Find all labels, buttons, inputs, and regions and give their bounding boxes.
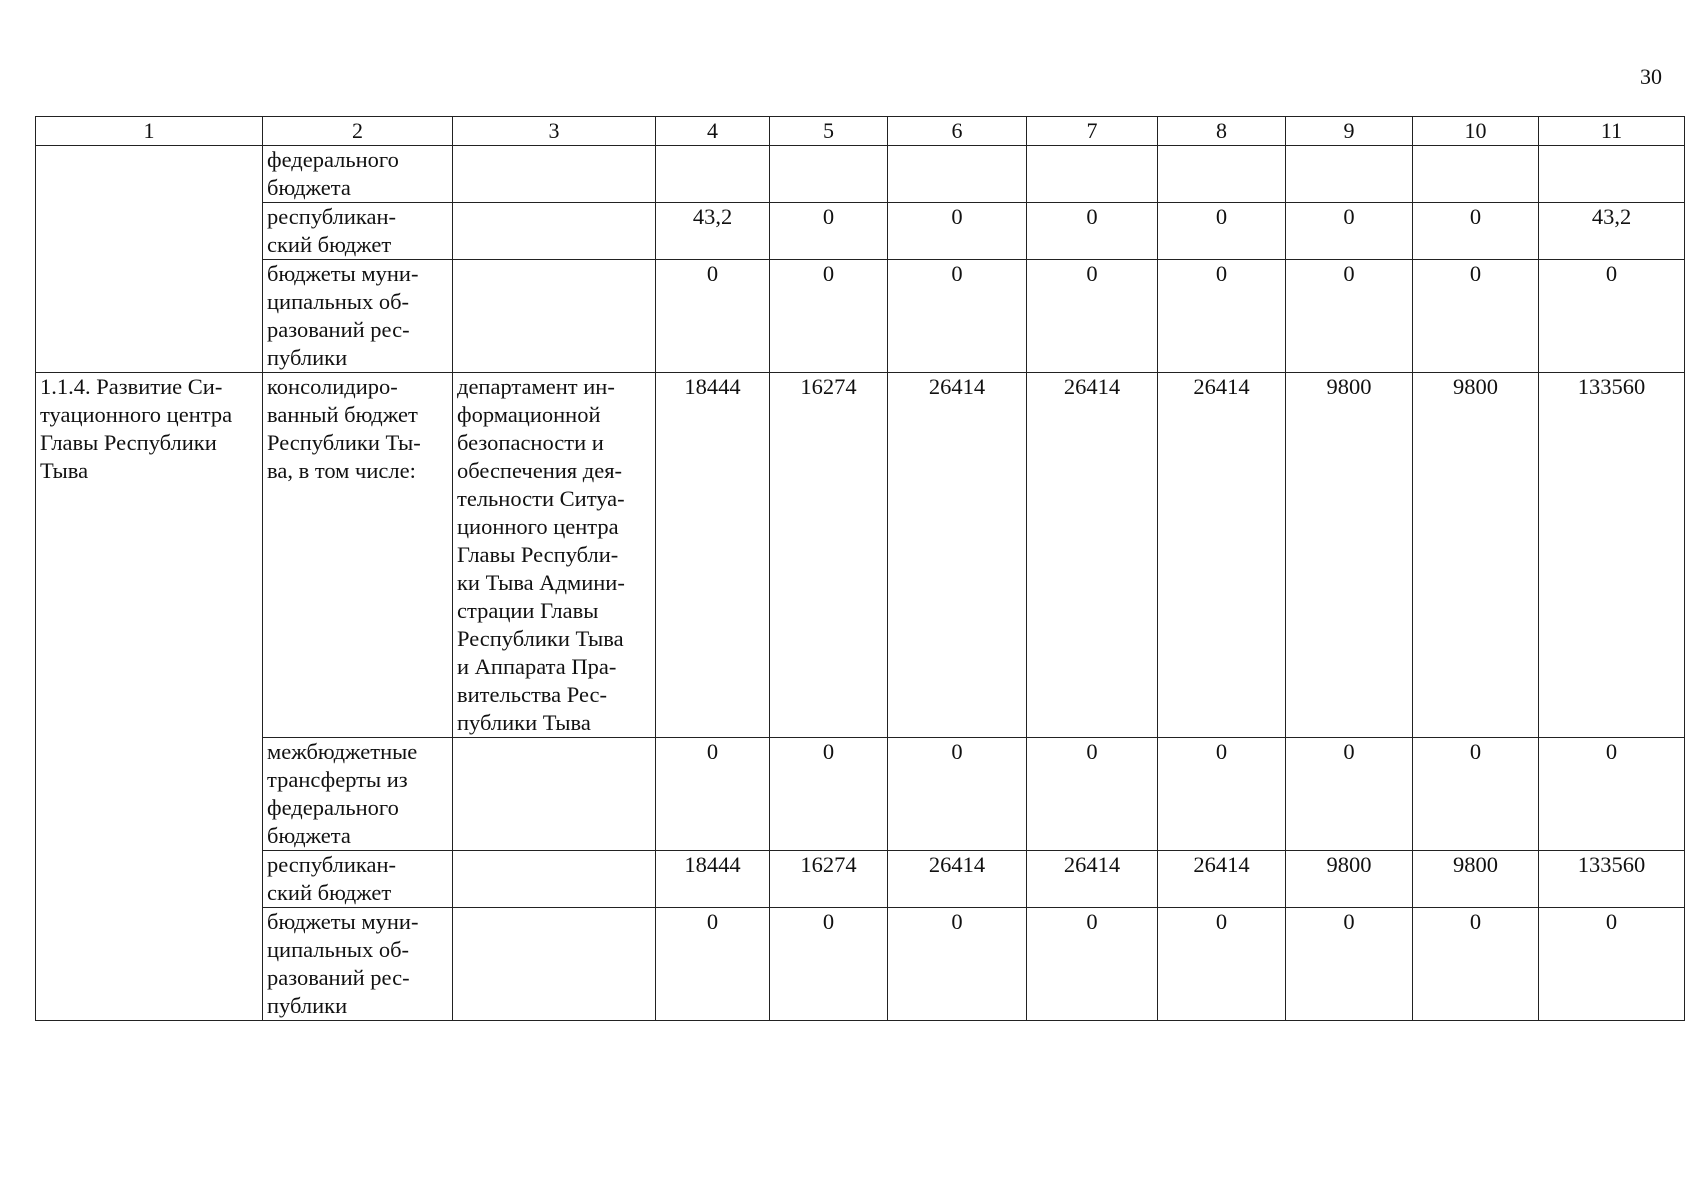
executor-cell bbox=[453, 851, 656, 908]
value-cell: 26414 bbox=[1158, 851, 1286, 908]
value-cell: 0 bbox=[888, 203, 1027, 260]
value-cell: 0 bbox=[1539, 908, 1685, 1021]
table-row bbox=[36, 146, 1685, 203]
value-cell: 133560 bbox=[1539, 851, 1685, 908]
item-name-cell-continued bbox=[36, 146, 263, 373]
executor-cell bbox=[453, 203, 656, 260]
value-cell bbox=[1413, 146, 1539, 203]
value-cell: 0 bbox=[1286, 260, 1413, 373]
value-cell: 0 bbox=[1539, 738, 1685, 851]
value-cell bbox=[1027, 146, 1158, 203]
table-row bbox=[36, 738, 1685, 851]
executor-cell bbox=[453, 260, 656, 373]
value-cell: 0 bbox=[656, 738, 770, 851]
value-cell: 9800 bbox=[1413, 373, 1539, 738]
table-row bbox=[36, 851, 1685, 908]
table-row bbox=[36, 908, 1685, 1021]
value-cell: 43,2 bbox=[1539, 203, 1685, 260]
value-cell bbox=[888, 146, 1027, 203]
funding-source-cell: республикан- ский бюджет bbox=[263, 203, 453, 260]
value-cell: 0 bbox=[656, 908, 770, 1021]
value-cell: 0 bbox=[1286, 203, 1413, 260]
value-cell: 9800 bbox=[1413, 851, 1539, 908]
value-cell: 18444 bbox=[656, 373, 770, 738]
page-number: 30 bbox=[1640, 64, 1662, 89]
column-number-7: 7 bbox=[1027, 117, 1158, 146]
value-cell: 0 bbox=[1286, 908, 1413, 1021]
column-number-1: 1 bbox=[36, 117, 263, 146]
budget-table bbox=[35, 116, 1685, 1021]
value-cell: 0 bbox=[888, 738, 1027, 851]
value-cell: 26414 bbox=[1158, 373, 1286, 738]
value-cell: 0 bbox=[1286, 738, 1413, 851]
column-number-3: 3 bbox=[453, 117, 656, 146]
column-number-6: 6 bbox=[888, 117, 1027, 146]
value-cell: 0 bbox=[1413, 908, 1539, 1021]
value-cell: 26414 bbox=[1027, 851, 1158, 908]
value-cell bbox=[1286, 146, 1413, 203]
value-cell: 0 bbox=[656, 260, 770, 373]
value-cell: 0 bbox=[1539, 260, 1685, 373]
item-name-cell: 1.1.4. Развитие Си- туационного центра Главы Республики Тыва bbox=[36, 373, 263, 1021]
column-number-2: 2 bbox=[263, 117, 453, 146]
value-cell bbox=[1158, 146, 1286, 203]
value-cell: 0 bbox=[1158, 738, 1286, 851]
column-number-8: 8 bbox=[1158, 117, 1286, 146]
executor-cell bbox=[453, 738, 656, 851]
column-number-11: 11 bbox=[1539, 117, 1685, 146]
value-cell: 9800 bbox=[1286, 373, 1413, 738]
value-cell: 0 bbox=[1158, 260, 1286, 373]
value-cell: 0 bbox=[1413, 203, 1539, 260]
value-cell: 0 bbox=[1027, 738, 1158, 851]
value-cell: 0 bbox=[1158, 203, 1286, 260]
column-number-4: 4 bbox=[656, 117, 770, 146]
value-cell: 0 bbox=[1027, 260, 1158, 373]
value-cell: 0 bbox=[1027, 203, 1158, 260]
value-cell: 0 bbox=[888, 908, 1027, 1021]
funding-source-cell: федерального бюджета bbox=[263, 146, 453, 203]
table-row bbox=[36, 203, 1685, 260]
value-cell: 0 bbox=[1158, 908, 1286, 1021]
value-cell: 0 bbox=[1413, 738, 1539, 851]
executor-cell bbox=[453, 908, 656, 1021]
value-cell: 0 bbox=[1413, 260, 1539, 373]
value-cell: 0 bbox=[770, 203, 888, 260]
executor-cell bbox=[453, 146, 656, 203]
funding-source-cell: консолидиро- ванный бюджет Республики Ты- ва, в том числе: bbox=[263, 373, 453, 738]
table-row bbox=[36, 260, 1685, 373]
funding-source-cell: бюджеты муни- ципальных об- разований рес- публики bbox=[263, 908, 453, 1021]
value-cell: 9800 bbox=[1286, 851, 1413, 908]
value-cell: 16274 bbox=[770, 373, 888, 738]
column-number-10: 10 bbox=[1413, 117, 1539, 146]
value-cell: 0 bbox=[770, 260, 888, 373]
value-cell: 133560 bbox=[1539, 373, 1685, 738]
value-cell: 0 bbox=[770, 738, 888, 851]
column-number-9: 9 bbox=[1286, 117, 1413, 146]
value-cell: 16274 bbox=[770, 851, 888, 908]
funding-source-cell: республикан- ский бюджет bbox=[263, 851, 453, 908]
value-cell: 43,2 bbox=[656, 203, 770, 260]
funding-source-cell: бюджеты муни- ципальных об- разований рес- публики bbox=[263, 260, 453, 373]
value-cell bbox=[656, 146, 770, 203]
value-cell: 18444 bbox=[656, 851, 770, 908]
executor-cell: департамент ин- формационной безопасности и обеспечения дея- тельности Ситуа- ционного центра Главы Республи- ки Тыва Админи- страции Главы Республики Тыва и Аппарата Пра- вительства Рес- публики Тыва bbox=[453, 373, 656, 738]
value-cell: 26414 bbox=[888, 373, 1027, 738]
value-cell bbox=[1539, 146, 1685, 203]
column-number-5: 5 bbox=[770, 117, 888, 146]
value-cell: 26414 bbox=[888, 851, 1027, 908]
funding-source-cell: межбюджетные трансферты из федерального бюджета bbox=[263, 738, 453, 851]
value-cell: 26414 bbox=[1027, 373, 1158, 738]
table-row bbox=[36, 373, 1685, 738]
value-cell bbox=[770, 146, 888, 203]
column-number-row bbox=[36, 117, 1685, 146]
value-cell: 0 bbox=[770, 908, 888, 1021]
value-cell: 0 bbox=[1027, 908, 1158, 1021]
value-cell: 0 bbox=[888, 260, 1027, 373]
